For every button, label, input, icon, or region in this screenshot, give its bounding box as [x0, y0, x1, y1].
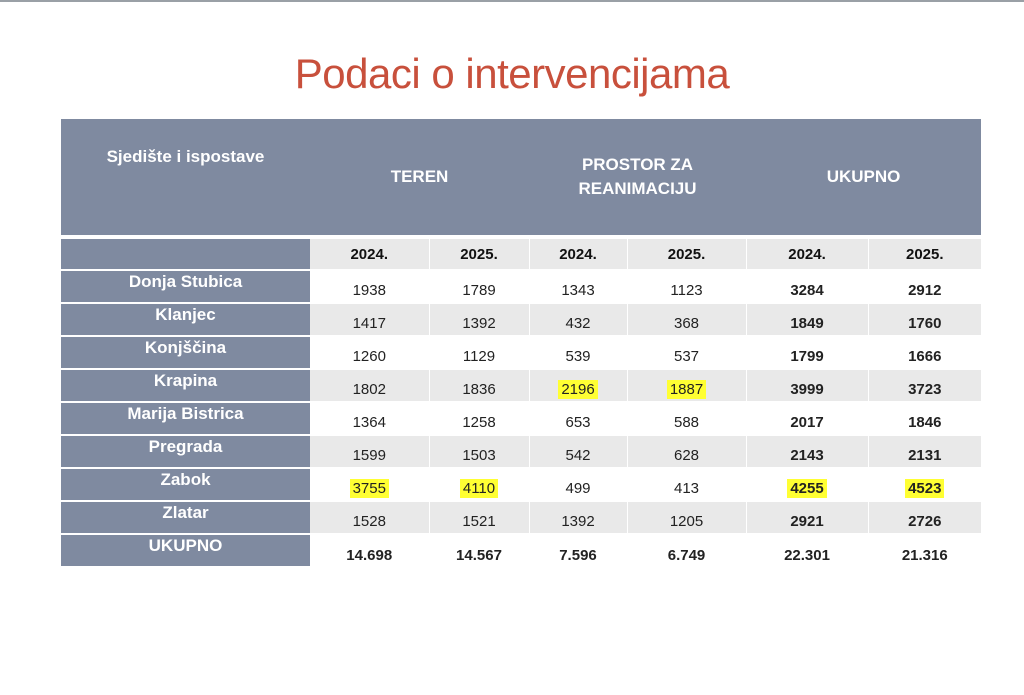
- year-row: [61, 237, 981, 270]
- cell-value: 1760: [908, 315, 942, 332]
- table-cell: [746, 369, 868, 402]
- table-cell: [746, 468, 868, 501]
- cell-value: 22.301: [784, 547, 830, 564]
- highlighted-value: 2196: [558, 380, 597, 399]
- table-cell: [429, 468, 529, 501]
- row-location-name: Marija Bistrica: [61, 402, 310, 435]
- header-location: Sjedište i ispostave: [61, 119, 310, 237]
- cell-value: 1521: [462, 513, 496, 530]
- table-cell: [868, 369, 981, 402]
- table-cell: [627, 468, 746, 501]
- cell-value: 1789: [462, 282, 496, 299]
- table-cell: [429, 534, 529, 566]
- cell-value: 1938: [352, 282, 386, 299]
- cell-value: 21.316: [901, 547, 948, 564]
- table-cell: [529, 303, 627, 336]
- cell-value: 537: [673, 348, 700, 365]
- cell-value: 14.567: [456, 547, 502, 564]
- table-cell: [868, 270, 981, 303]
- cell-value: 1417: [352, 315, 386, 332]
- row-location-name: Konjščina: [61, 336, 310, 369]
- year-row-blank: [61, 237, 310, 270]
- table-cell: [627, 501, 746, 534]
- total-row: [61, 534, 981, 566]
- cell-value: 1392: [462, 315, 496, 332]
- cell-value: 1129: [462, 348, 496, 365]
- table-row: [61, 501, 981, 534]
- row-location-name: Klanjec: [61, 303, 310, 336]
- cell-value: 3723: [908, 381, 942, 398]
- highlighted-value: 3755: [350, 479, 389, 498]
- cell-value: 2017: [790, 414, 824, 431]
- cell-value: 653: [565, 414, 591, 431]
- table-cell: [310, 336, 429, 369]
- table-cell: [627, 303, 746, 336]
- table-cell: [310, 468, 429, 501]
- table-cell: [529, 402, 627, 435]
- table-cell: [429, 369, 529, 402]
- table-cell: [746, 435, 868, 468]
- cell-value: 432: [565, 315, 591, 332]
- table-row: [61, 303, 981, 336]
- cell-value: 1123: [670, 282, 703, 299]
- cell-value: 14.698: [346, 547, 393, 564]
- highlighted-value: 4255: [787, 479, 826, 498]
- table-cell: [627, 534, 746, 566]
- table-cell: [429, 402, 529, 435]
- year-prostor-2025: 2025.: [627, 237, 746, 270]
- table-cell: [868, 468, 981, 501]
- highlighted-value: 1887: [667, 380, 706, 399]
- cell-value: 2921: [790, 513, 824, 530]
- cell-value: 3284: [790, 282, 824, 299]
- table-cell: [746, 303, 868, 336]
- row-location-name: Zabok: [61, 468, 310, 501]
- table-cell: [868, 336, 981, 369]
- table-cell: [868, 303, 981, 336]
- cell-value: 1528: [352, 513, 386, 530]
- header-teren: TEREN: [310, 119, 529, 237]
- header-row: [61, 119, 981, 237]
- table-cell: [868, 534, 981, 566]
- cell-value: 1599: [352, 447, 386, 464]
- table-cell: [627, 369, 746, 402]
- table-cell: [429, 270, 529, 303]
- table-cell: [868, 402, 981, 435]
- table-cell: [429, 303, 529, 336]
- year-teren-2025: 2025.: [429, 237, 529, 270]
- table-cell: [868, 501, 981, 534]
- cell-value: 542: [565, 447, 591, 464]
- row-location-name: Zlatar: [61, 501, 310, 534]
- cell-value: 1503: [462, 447, 496, 464]
- cell-value: 2131: [908, 447, 942, 464]
- table-cell: [529, 270, 627, 303]
- cell-value: 6.749: [667, 547, 706, 564]
- row-location-name: Donja Stubica: [61, 270, 310, 303]
- header-prostor-za-reanimaciju: PROSTOR ZA REANIMACIJU: [529, 119, 746, 237]
- year-teren-2024: 2024.: [310, 237, 429, 270]
- cell-value: 368: [673, 315, 700, 332]
- cell-value: 1343: [561, 282, 595, 299]
- table-cell: [627, 270, 746, 303]
- year-ukupno-2024: 2024.: [746, 237, 868, 270]
- table-cell: [746, 402, 868, 435]
- cell-value: 1802: [352, 381, 386, 398]
- table-cell: [310, 501, 429, 534]
- cell-value: 1799: [790, 348, 824, 365]
- highlighted-value: 4110: [460, 479, 498, 498]
- cell-value: 2912: [908, 282, 942, 299]
- row-location-name: Krapina: [61, 369, 310, 402]
- table-cell: [429, 501, 529, 534]
- table-cell: [310, 270, 429, 303]
- table-cell: [746, 270, 868, 303]
- page-title: Podaci o intervencijama: [294, 50, 730, 97]
- cell-value: 1849: [790, 315, 824, 332]
- table-cell: [529, 468, 627, 501]
- cell-value: 2143: [790, 447, 824, 464]
- table-cell: [310, 435, 429, 468]
- cell-value: 1392: [561, 513, 595, 530]
- interventions-table: [61, 119, 981, 566]
- table-row: [61, 435, 981, 468]
- table-cell: [529, 435, 627, 468]
- table-cell: [627, 336, 746, 369]
- table-row: [61, 336, 981, 369]
- table-cell: [868, 435, 981, 468]
- table-row: [61, 270, 981, 303]
- cell-value: 588: [673, 414, 700, 431]
- cell-value: 1836: [462, 381, 496, 398]
- table-cell: [310, 369, 429, 402]
- year-prostor-2024: 2024.: [529, 237, 627, 270]
- cell-value: 1364: [352, 414, 386, 431]
- header-ukupno: UKUPNO: [746, 119, 981, 237]
- table-cell: [529, 501, 627, 534]
- cell-value: 1258: [462, 414, 496, 431]
- top-divider: [0, 0, 1024, 2]
- table-cell: [429, 336, 529, 369]
- cell-value: 628: [673, 447, 700, 464]
- table-cell: [529, 336, 627, 369]
- cell-value: 413: [673, 480, 700, 497]
- cell-value: 499: [565, 480, 591, 497]
- row-location-name: Pregrada: [61, 435, 310, 468]
- cell-value: 1260: [352, 348, 386, 365]
- cell-value: 539: [565, 348, 591, 365]
- table-cell: [310, 534, 429, 566]
- table-row: [61, 369, 981, 402]
- table-cell: [746, 501, 868, 534]
- cell-value: 1666: [908, 348, 942, 365]
- table-row: [61, 402, 981, 435]
- table-cell: [429, 435, 529, 468]
- table-cell: [529, 369, 627, 402]
- table-cell: [746, 534, 868, 566]
- cell-value: 2726: [908, 513, 942, 530]
- table-cell: [627, 402, 746, 435]
- table-cell: [529, 534, 627, 566]
- table-row: [61, 468, 981, 501]
- table-body: [61, 270, 981, 566]
- row-location-name: UKUPNO: [61, 534, 310, 566]
- cell-value: 3999: [790, 381, 824, 398]
- table-cell: [746, 336, 868, 369]
- table-cell: [310, 402, 429, 435]
- cell-value: 1846: [908, 414, 942, 431]
- highlighted-value: 4523: [905, 479, 944, 498]
- table-cell: [310, 303, 429, 336]
- cell-value: 1205: [669, 513, 704, 530]
- year-ukupno-2025: 2025.: [868, 237, 981, 270]
- table-cell: [627, 435, 746, 468]
- cell-value: 7.596: [559, 547, 597, 564]
